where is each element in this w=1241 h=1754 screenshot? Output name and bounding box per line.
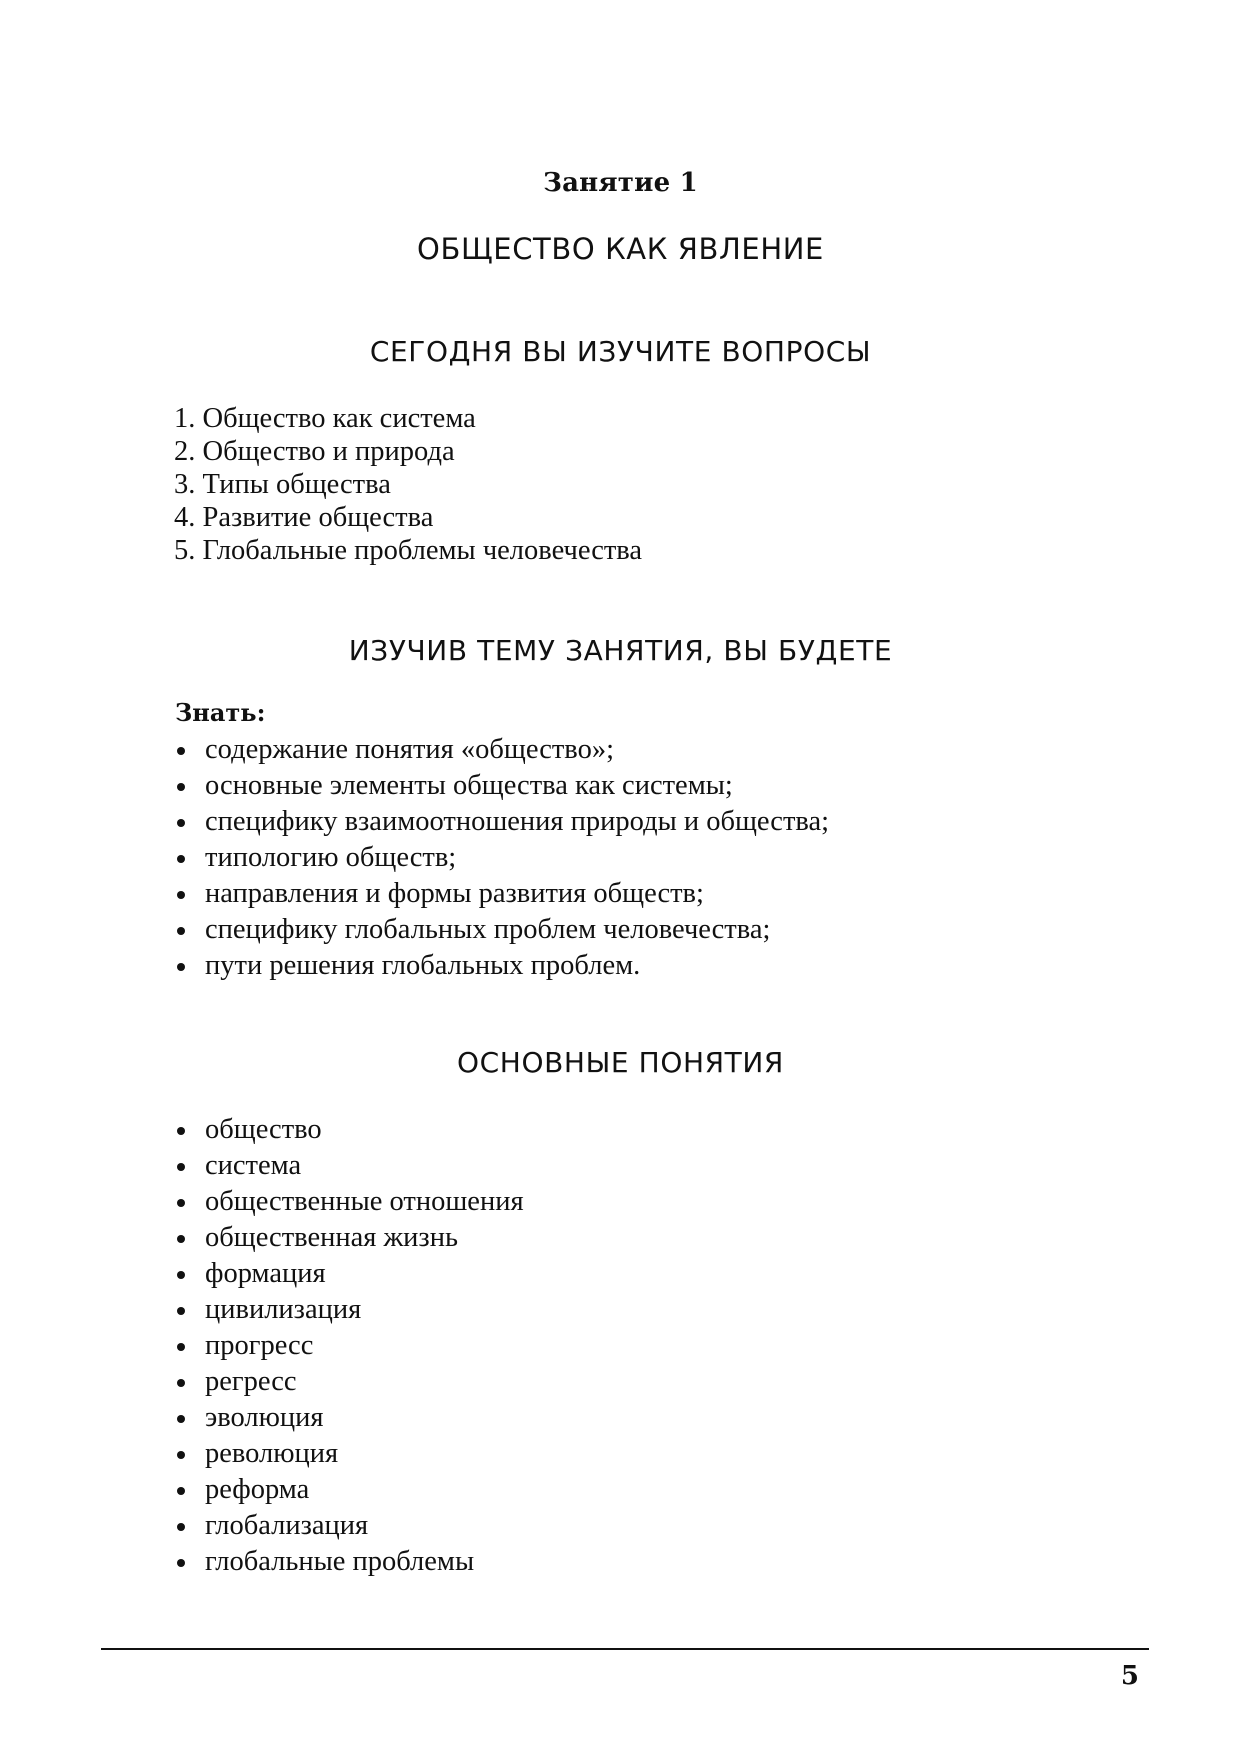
list-item xyxy=(175,1148,524,1184)
list-item xyxy=(175,1400,524,1436)
bullet-icon xyxy=(177,1127,185,1135)
list-item xyxy=(175,1436,524,1472)
list-item-text: цивилизация xyxy=(205,1294,362,1325)
bullet-icon xyxy=(177,1415,185,1423)
list-item-text: общество xyxy=(205,1114,322,1145)
list-item-text: система xyxy=(205,1150,302,1181)
list-item-text: типологию обществ; xyxy=(205,842,457,873)
bullet-icon xyxy=(177,819,185,827)
list-item: 1. Общество как система xyxy=(174,403,476,434)
questions-list xyxy=(174,402,642,567)
concepts-list xyxy=(175,1112,524,1580)
bullet-icon xyxy=(177,1199,185,1207)
list-item xyxy=(175,1292,524,1328)
bullet-icon xyxy=(177,1235,185,1243)
list-item-text: революция xyxy=(205,1438,339,1469)
list-item xyxy=(175,1328,524,1364)
bullet-icon xyxy=(177,747,185,755)
list-item xyxy=(175,1112,524,1148)
bullet-icon xyxy=(177,783,185,791)
list-item-text: направления и формы развития обществ; xyxy=(205,878,704,909)
list-item-text: глобальные проблемы xyxy=(205,1546,475,1577)
list-item xyxy=(175,1364,524,1400)
concepts-heading: ОСНОВНЫЕ ПОНЯТИЯ xyxy=(457,1046,784,1079)
bullet-icon xyxy=(177,963,185,971)
list-item xyxy=(175,840,829,876)
list-item xyxy=(175,948,829,984)
bullet-icon xyxy=(177,855,185,863)
list-item xyxy=(175,876,829,912)
list-item-text: эволюция xyxy=(205,1402,324,1433)
list-item-text: реформа xyxy=(205,1474,310,1505)
list-item-text: общественные отношения xyxy=(205,1186,524,1217)
bullet-icon xyxy=(177,1487,185,1495)
bullet-icon xyxy=(177,1163,185,1171)
bullet-icon xyxy=(177,1523,185,1531)
list-item-text: регресс xyxy=(205,1366,297,1397)
list-item-text: специфику глобальных проблем человечества; xyxy=(205,914,771,945)
list-item xyxy=(175,1508,524,1544)
bullet-icon xyxy=(177,1307,185,1315)
outcomes-heading: ИЗУЧИВ ТЕМУ ЗАНЯТИЯ, ВЫ БУДЕТЕ xyxy=(348,634,893,667)
footer-divider xyxy=(101,1648,1149,1650)
know-label: Знать: xyxy=(175,698,266,727)
today-questions-heading: СЕГОДНЯ ВЫ ИЗУЧИТЕ ВОПРОСЫ xyxy=(369,335,872,368)
list-item xyxy=(175,804,829,840)
list-item: 4. Развитие общества xyxy=(174,502,434,533)
list-item xyxy=(175,1544,524,1580)
bullet-icon xyxy=(177,1559,185,1567)
list-item-text: прогресс xyxy=(205,1330,314,1361)
list-item: 5. Глобальные проблемы человечества xyxy=(174,535,643,566)
bullet-icon xyxy=(177,891,185,899)
list-item xyxy=(175,768,829,804)
list-item-text: глобализация xyxy=(205,1510,369,1541)
page-number: 5 xyxy=(1120,1661,1139,1691)
page-title: ОБЩЕСТВО КАК ЯВЛЕНИЕ xyxy=(417,232,824,266)
bullet-icon xyxy=(177,1451,185,1459)
list-item xyxy=(175,1220,524,1256)
list-item xyxy=(175,1256,524,1292)
list-item xyxy=(175,732,829,768)
bullet-icon xyxy=(177,1343,185,1351)
list-item-text: содержание понятия «общество»; xyxy=(205,734,614,765)
bullet-icon xyxy=(177,1379,185,1387)
list-item xyxy=(175,1472,524,1508)
list-item: 3. Типы общества xyxy=(174,469,391,500)
list-item-text: пути решения глобальных проблем. xyxy=(205,950,641,981)
know-list xyxy=(175,732,829,984)
list-item: 2. Общество и природа xyxy=(174,436,455,467)
bullet-icon xyxy=(177,927,185,935)
list-item xyxy=(175,1184,524,1220)
list-item-text: основные элементы общества как системы; xyxy=(205,770,733,801)
lesson-label: Занятие 1 xyxy=(543,168,698,198)
list-item-text: формация xyxy=(205,1258,326,1289)
bullet-icon xyxy=(177,1271,185,1279)
list-item-text: специфику взаимоотношения природы и общества; xyxy=(205,806,830,837)
list-item-text: общественная жизнь xyxy=(205,1222,458,1253)
list-item xyxy=(175,912,829,948)
